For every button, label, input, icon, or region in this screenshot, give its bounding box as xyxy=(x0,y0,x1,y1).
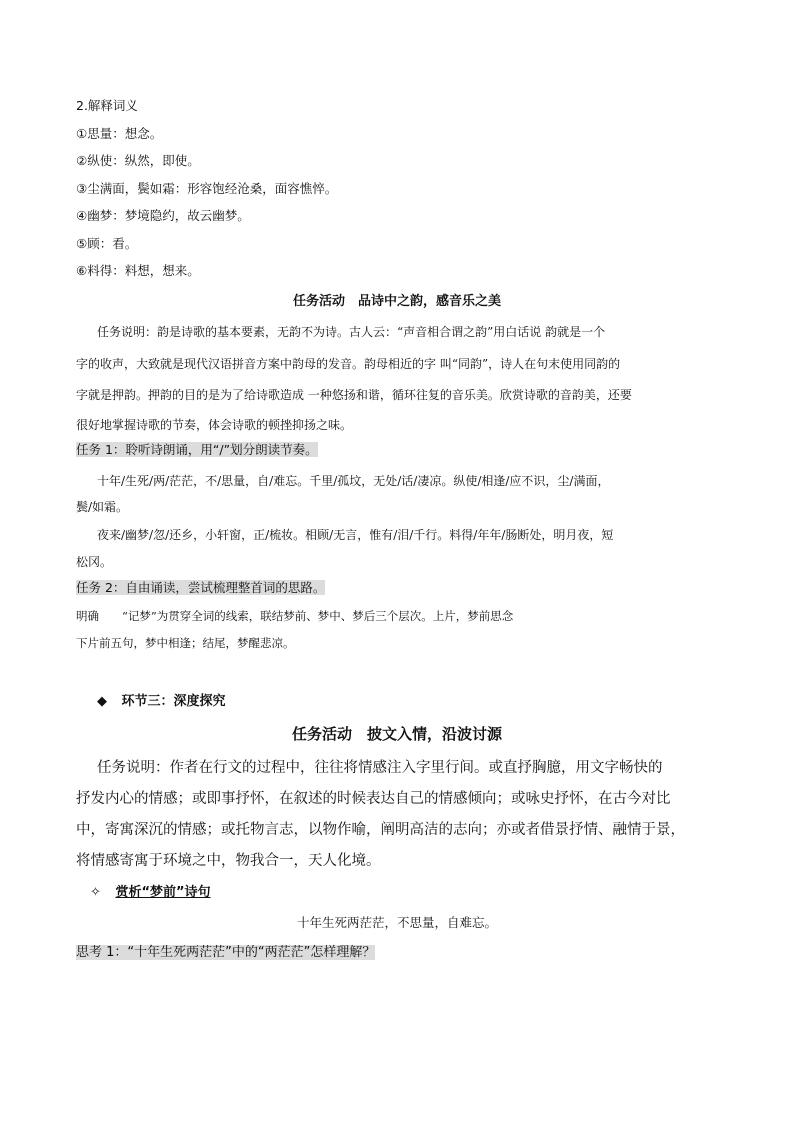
answer-line: 明确 “记梦”为贯穿全词的线索，联结梦前、梦中、梦后三个层次。上片，梦前思念 xyxy=(76,609,514,623)
sparkle-bullet-icon: ✧ xyxy=(90,885,101,900)
explanation-line: 将情感寄寓于环境之中，物我合一，天人化境。 xyxy=(76,853,381,869)
definition-item: ①思量：想念。 xyxy=(76,126,163,141)
section-title: 2.解释词义 xyxy=(76,98,138,113)
section-3-title: 环节三：深度探究 xyxy=(121,694,226,709)
section-3-title-row xyxy=(97,693,226,711)
explanation-line: 中，寄寓深沉的情感；或托物言志，以物作喻，阐明高洁的志向；亦或者借景抒情、融情于景， xyxy=(76,822,685,838)
activity-heading: 任务活动 披文入情，沿波讨源 xyxy=(291,725,502,743)
definition-item: ③尘满面，鬓如霜：形容饱经沧桑，面容憔悴。 xyxy=(76,181,338,196)
explanation-line: 字就是押韵。押韵的目的是为了给诗歌造成 一种悠扬和谐，循环往复的音乐美。欣赏诗歌的音韵美，还要 xyxy=(76,388,632,402)
task-1-text: 任务 1：聆听诗朗诵，用“/”划分朗读节奏。 xyxy=(76,442,318,457)
think-1-prompt xyxy=(76,944,375,962)
task-1-prompt xyxy=(76,441,318,459)
answer-line: 下片前五句，梦中相逢；结尾，梦醒悲凉。 xyxy=(76,636,295,650)
explanation-line: 抒发内心的情感；或即事抒怀，在叙述的时候表达自己的情感倾向；或咏史抒怀，在古今对比 xyxy=(76,791,671,807)
explanation-line: 任务说明：韵是诗歌的基本要素，无韵不为诗。古人云：“声音相合谓之韵”用白话说 韵就是一个 xyxy=(97,325,606,339)
explanation-line: 字的收声，大致就是现代汉语拼音方案中韵母的发音。韵母相近的字 叫“同韵”，诗人在句末使用同韵的 xyxy=(76,357,621,371)
task-2-text: 任务 2：自由诵读，尝试梳理整首词的思路。 xyxy=(76,580,326,595)
poem-line: 十年/生死/两/茫茫，不/思量，自/难忘。千里/孤坟，无处/话/凄凉。纵使/相逢/应不识，尘/满面， xyxy=(97,474,610,488)
definition-item: ⑤顾：看。 xyxy=(76,236,138,251)
poem-line: 鬓/如霜。 xyxy=(76,500,129,514)
poem-line: 夜来/幽梦/忽/还乡，小轩窗，正/梳妆。相顾/无言，惟有/泪/千行。料得/年年/肠断处，明月夜，短 xyxy=(97,528,614,542)
explanation-line: 任务说明：作者在行文的过程中，往往将情感注入字里行间。或直抒胸臆，用文字畅快的 xyxy=(97,760,663,776)
sub-section-title: 赏析“梦前”诗句 xyxy=(115,885,211,900)
activity-heading: 任务活动 品诗中之韵，感音乐之美 xyxy=(292,294,501,309)
definition-item: ②纵使：纵然，即使。 xyxy=(76,153,200,168)
poem-quote: 十年生死两茫茫，不思量，自难忘。 xyxy=(296,915,497,930)
diamond-bullet-icon: ◆ xyxy=(97,694,107,709)
definition-item: ⑥料得：料想，想来。 xyxy=(76,263,200,278)
sub-section-row xyxy=(90,884,211,902)
definition-item: ④幽梦：梦境隐约，故云幽梦。 xyxy=(76,208,250,223)
poem-line: 松冈。 xyxy=(76,555,113,569)
task-2-prompt xyxy=(76,579,325,597)
think-1-text: 思考 1：“十年生死两茫茫”中的“两茫茫”怎样理解？ xyxy=(76,945,376,960)
explanation-line: 很好地掌握诗歌的节奏，体会诗歌的顿挫抑扬之味。 xyxy=(76,418,353,432)
